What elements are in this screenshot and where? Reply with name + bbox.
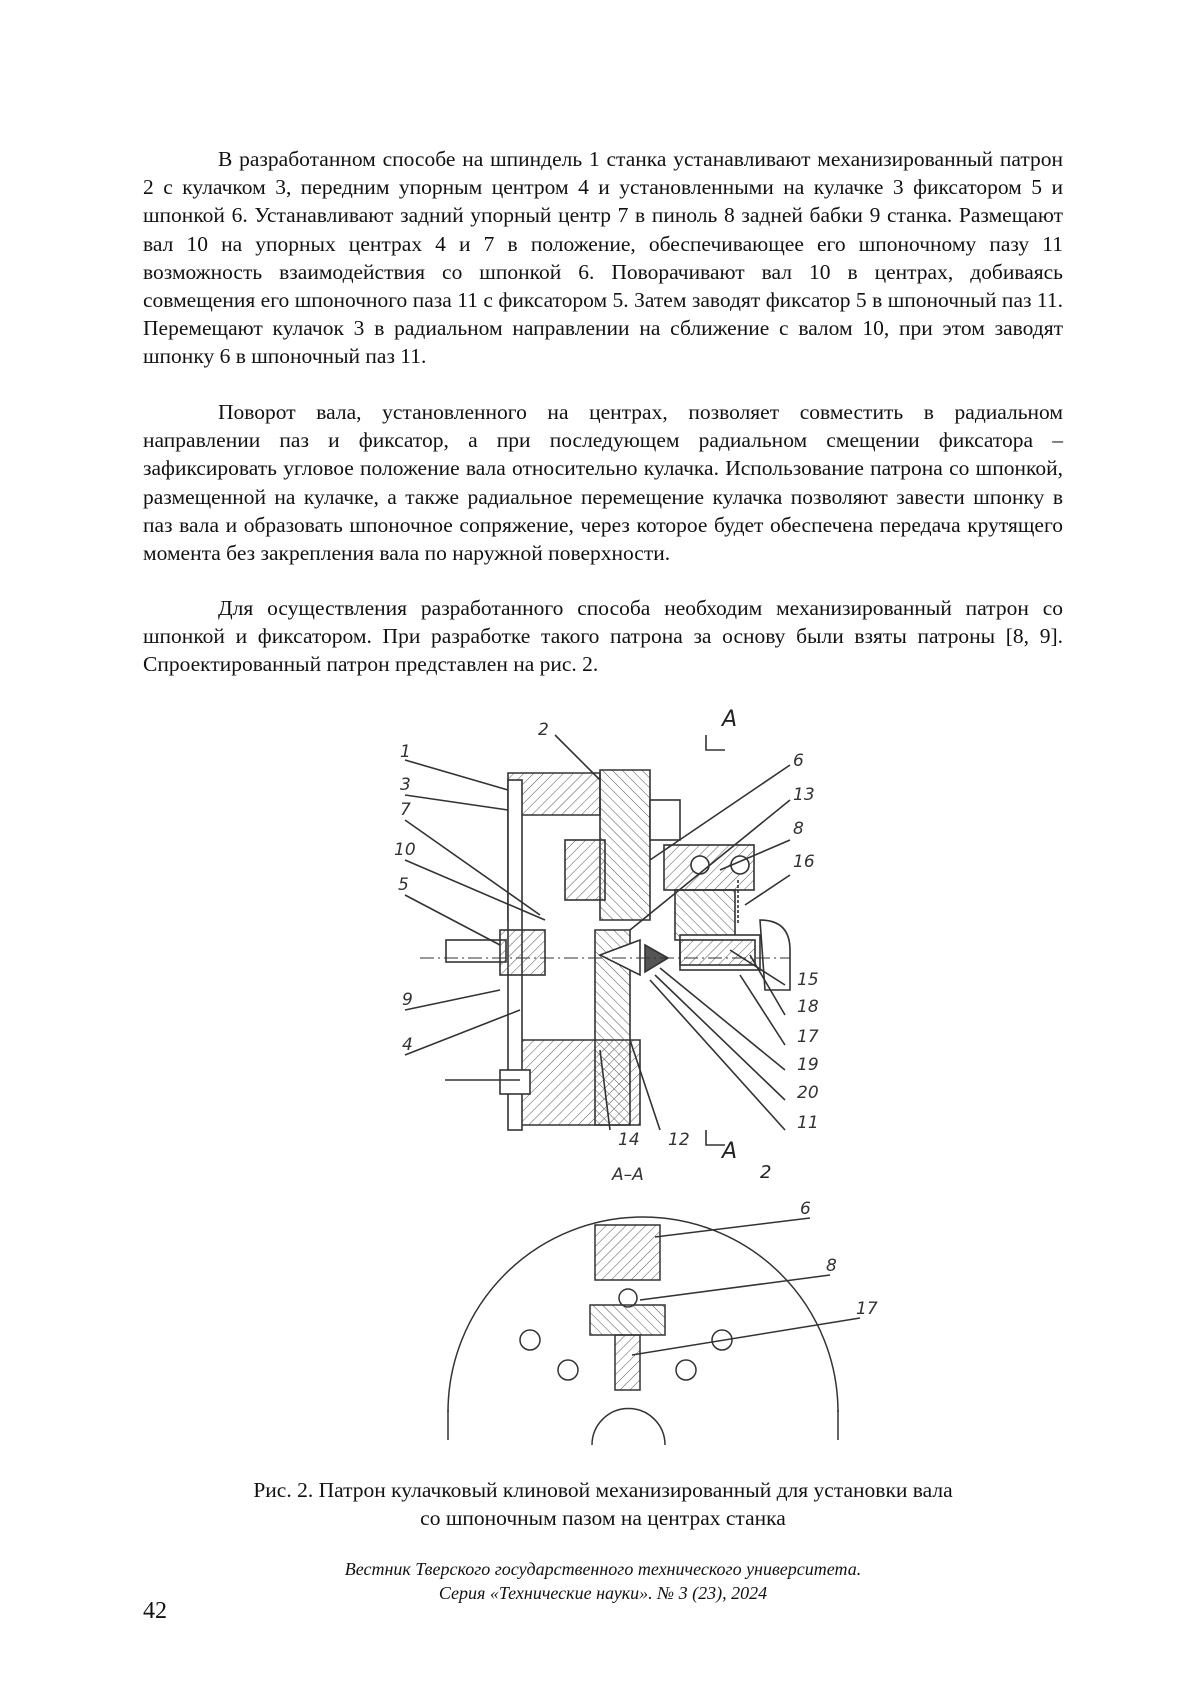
jaw-3: [600, 770, 650, 920]
key-6-section: [595, 1225, 660, 1280]
sleeve-section: [590, 1305, 665, 1335]
section-title: А–А: [611, 1165, 644, 1185]
lower-labels: [760, 1162, 878, 1319]
label-9: 9: [402, 990, 413, 1010]
hole-2: [558, 1360, 578, 1380]
label-7: 7: [400, 800, 411, 820]
label-3: 3: [400, 775, 411, 795]
paragraph-2: Поворот вала, установленного на центрах, позволяет совместить в радиальном направлении паз и фиксатор, а при последующем радиальном смещении фиксатора – зафиксировать угловое положение вала относительно кулачка. Использование патрона со шпонкой, размещенной на кулачке, а также радиальное перемещение кулачка позволяют завести шпонку в паз вала и образовать шпоночное сопряжение, через которое будет обеспечена передача крутящего момента без закрепления вала по наружной поверхности.: [143, 398, 1063, 567]
chuck-drawing: [380, 700, 880, 1460]
figure-caption: [143, 1476, 1063, 1532]
label-20: 20: [797, 1083, 819, 1103]
label-16: 16: [793, 852, 815, 872]
bolt-lower: [500, 1070, 530, 1094]
section-mark-top: [706, 735, 725, 750]
label-lower-6: 6: [800, 1199, 811, 1219]
shaft-section: [592, 1409, 665, 1446]
label-11: 11: [797, 1113, 819, 1133]
journal-line-2: Серия «Технические науки». № 3 (23), 2024: [143, 1581, 1063, 1605]
hole-1: [520, 1330, 540, 1350]
paragraph-1: В разработанном способе на шпиндель 1 станка устанавливают механизированный патрон 2 с кулачком 3, передним упорным центром 4 и установленными на кулачке 3 фиксатором 5 и шпонкой 6. Устанавливают задний упорный центр 7 в пиноль 8 задней бабки 9 станка. Размещают вал 10 на упорных центрах 4 и 7 в положение, обеспечивающее его шпоночному пазу 11 возможность взаимодействия со шпонкой 6. Поворачивают вал 10 в центрах, добиваясь совмещения его шпоночного паза 11 с фиксатором 5. Затем заводят фиксатор 5 в шпоночный паз 11. Перемещают кулачок 3 в радиальном направлении на сближение с валом 10, при этом заводят шпонку 6 в шпоночный паз 11.: [143, 145, 1063, 371]
label-15: 15: [797, 970, 819, 990]
caption-line-1: Рис. 2. Патрон кулачковый клиновой механизированный для установки вала: [143, 1476, 1063, 1504]
label-lower-2: 2: [760, 1162, 771, 1183]
hole-3: [676, 1360, 696, 1380]
journal-footer: [143, 1557, 1063, 1605]
journal-line-1: Вестник Тверского государственного технического университета.: [143, 1557, 1063, 1581]
section-aa-view: [448, 1217, 860, 1445]
label-19: 19: [797, 1055, 819, 1075]
label-12: 12: [668, 1130, 690, 1150]
label-6: 6: [793, 751, 804, 771]
label-13: 13: [793, 785, 815, 805]
section-view: [405, 735, 790, 1145]
label-17: 17: [797, 1027, 819, 1047]
sleeve-8: [675, 890, 735, 940]
label-10: 10: [394, 840, 416, 860]
screw-a: [691, 856, 709, 874]
label-lower-8: 8: [826, 1256, 837, 1276]
section-letter-bottom: А: [720, 1139, 737, 1164]
fixator-5: [500, 930, 545, 975]
bolt-upper: [650, 800, 680, 840]
label-8: 8: [793, 819, 804, 839]
section-letter-top: А: [720, 707, 737, 732]
label-5: 5: [398, 875, 409, 895]
label-14: 14: [618, 1130, 640, 1150]
pin-17-section: [615, 1335, 640, 1390]
label-4: 4: [402, 1035, 413, 1055]
page-number: 42: [143, 1598, 167, 1625]
guide-18: [680, 940, 755, 965]
paragraph-3: Для осуществления разработанного способа необходим механизированный патрон со шпонкой и фиксатором. При разработке такого патрона за основу были взяты патроны [8, 9]. Спроектированный патрон представлен на рис. 2.: [143, 594, 1063, 679]
label-1: 1: [400, 742, 411, 762]
label-lower-17: 17: [856, 1299, 878, 1319]
label-18: 18: [797, 997, 819, 1017]
label-2: 2: [538, 720, 549, 740]
caption-line-2: со шпоночным пазом на центрах станка: [143, 1504, 1063, 1532]
center-holder: [565, 840, 605, 900]
